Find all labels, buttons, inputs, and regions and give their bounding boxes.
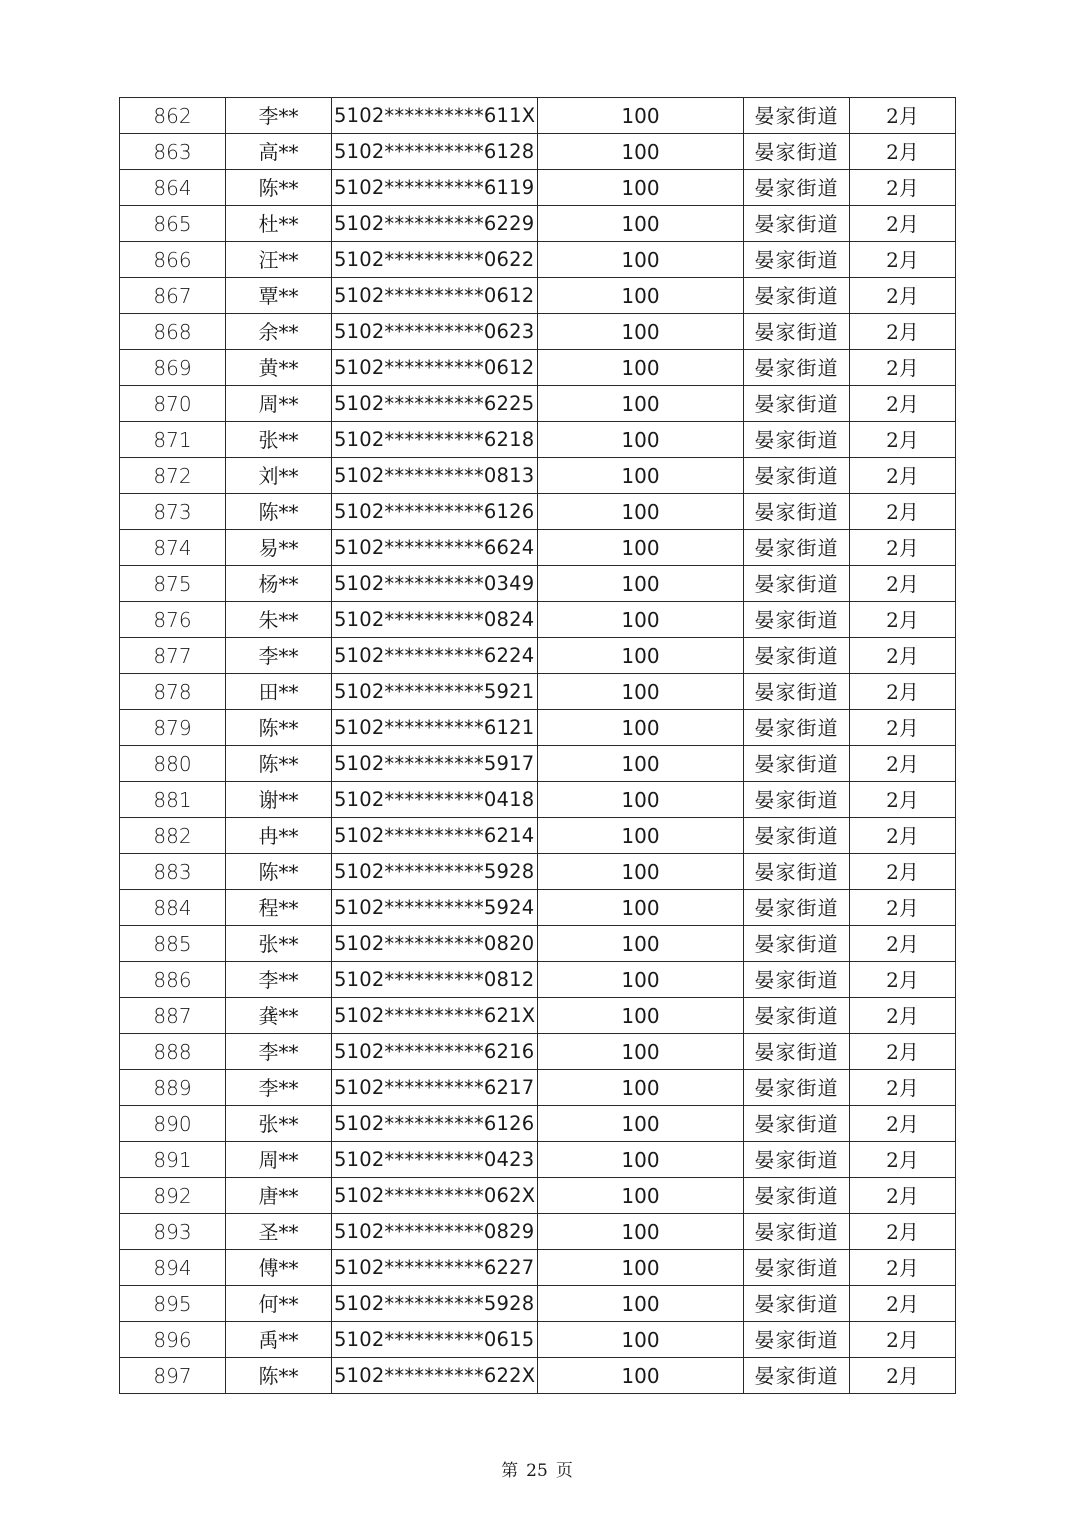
name-cell: 张** (226, 1106, 332, 1142)
amount-cell: 100 (538, 566, 744, 602)
id-number-cell: 5102**********0824 (332, 602, 538, 638)
row-number-cell: 875 (120, 566, 226, 602)
row-number-cell: 890 (120, 1106, 226, 1142)
month-cell: 2月 (850, 242, 956, 278)
id-number-cell: 5102**********6214 (332, 818, 538, 854)
name-cell: 禹** (226, 1322, 332, 1358)
month-cell: 2月 (850, 314, 956, 350)
id-number-cell: 5102**********6121 (332, 710, 538, 746)
amount-cell: 100 (538, 962, 744, 998)
month-cell: 2月 (850, 638, 956, 674)
id-number-cell: 5102**********5921 (332, 674, 538, 710)
table-row (120, 1286, 956, 1322)
table-row (120, 386, 956, 422)
row-number-cell: 866 (120, 242, 226, 278)
id-number-cell: 5102**********0423 (332, 1142, 538, 1178)
amount-cell: 100 (538, 242, 744, 278)
month-cell: 2月 (850, 854, 956, 890)
row-number-cell: 871 (120, 422, 226, 458)
id-number-cell: 5102**********6229 (332, 206, 538, 242)
amount-cell: 100 (538, 458, 744, 494)
amount-cell: 100 (538, 674, 744, 710)
amount-cell: 100 (538, 1142, 744, 1178)
month-cell: 2月 (850, 1250, 956, 1286)
row-number-cell: 876 (120, 602, 226, 638)
month-cell: 2月 (850, 710, 956, 746)
amount-cell: 100 (538, 926, 744, 962)
month-cell: 2月 (850, 926, 956, 962)
month-cell: 2月 (850, 1142, 956, 1178)
street-cell: 晏家街道 (744, 242, 850, 278)
street-cell: 晏家街道 (744, 314, 850, 350)
row-number-cell: 895 (120, 1286, 226, 1322)
name-cell: 杨** (226, 566, 332, 602)
page-number: 25 (526, 1461, 548, 1481)
id-number-cell: 5102**********0812 (332, 962, 538, 998)
id-number-cell: 5102**********622X (332, 1358, 538, 1394)
name-cell: 张** (226, 422, 332, 458)
month-cell: 2月 (850, 1178, 956, 1214)
name-cell: 傅** (226, 1250, 332, 1286)
amount-cell: 100 (538, 278, 744, 314)
name-cell: 田** (226, 674, 332, 710)
row-number-cell: 880 (120, 746, 226, 782)
street-cell: 晏家街道 (744, 1214, 850, 1250)
id-number-cell: 5102**********6119 (332, 170, 538, 206)
month-cell: 2月 (850, 1214, 956, 1250)
street-cell: 晏家街道 (744, 854, 850, 890)
row-number-cell: 894 (120, 1250, 226, 1286)
month-cell: 2月 (850, 134, 956, 170)
name-cell: 陈** (226, 710, 332, 746)
street-cell: 晏家街道 (744, 1358, 850, 1394)
name-cell: 杜** (226, 206, 332, 242)
month-cell: 2月 (850, 422, 956, 458)
table-row (120, 1070, 956, 1106)
name-cell: 覃** (226, 278, 332, 314)
name-cell: 周** (226, 386, 332, 422)
row-number-cell: 863 (120, 134, 226, 170)
name-cell: 唐** (226, 1178, 332, 1214)
street-cell: 晏家街道 (744, 170, 850, 206)
row-number-cell: 878 (120, 674, 226, 710)
street-cell: 晏家街道 (744, 1322, 850, 1358)
amount-cell: 100 (538, 1178, 744, 1214)
row-number-cell: 892 (120, 1178, 226, 1214)
name-cell: 汪** (226, 242, 332, 278)
name-cell: 李** (226, 962, 332, 998)
month-cell: 2月 (850, 350, 956, 386)
street-cell: 晏家街道 (744, 422, 850, 458)
row-number-cell: 897 (120, 1358, 226, 1394)
id-number-cell: 5102**********6126 (332, 1106, 538, 1142)
table-row (120, 674, 956, 710)
row-number-cell: 868 (120, 314, 226, 350)
row-number-cell: 882 (120, 818, 226, 854)
month-cell: 2月 (850, 1286, 956, 1322)
name-cell: 李** (226, 98, 332, 134)
street-cell: 晏家街道 (744, 674, 850, 710)
table-row (120, 314, 956, 350)
table-row (120, 566, 956, 602)
street-cell: 晏家街道 (744, 1106, 850, 1142)
table-row (120, 494, 956, 530)
month-cell: 2月 (850, 998, 956, 1034)
month-cell: 2月 (850, 782, 956, 818)
month-cell: 2月 (850, 566, 956, 602)
id-number-cell: 5102**********062X (332, 1178, 538, 1214)
street-cell: 晏家街道 (744, 98, 850, 134)
name-cell: 冉** (226, 818, 332, 854)
name-cell: 李** (226, 1034, 332, 1070)
street-cell: 晏家街道 (744, 458, 850, 494)
name-cell: 余** (226, 314, 332, 350)
id-number-cell: 5102**********5928 (332, 854, 538, 890)
table-row (120, 818, 956, 854)
street-cell: 晏家街道 (744, 206, 850, 242)
month-cell: 2月 (850, 890, 956, 926)
amount-cell: 100 (538, 710, 744, 746)
roster-table-body (120, 98, 956, 1394)
amount-cell: 100 (538, 530, 744, 566)
table-row (120, 962, 956, 998)
id-number-cell: 5102**********0829 (332, 1214, 538, 1250)
id-number-cell: 5102**********6225 (332, 386, 538, 422)
row-number-cell: 879 (120, 710, 226, 746)
id-number-cell: 5102**********0612 (332, 350, 538, 386)
table-row (120, 1178, 956, 1214)
amount-cell: 100 (538, 1322, 744, 1358)
street-cell: 晏家街道 (744, 1286, 850, 1322)
name-cell: 陈** (226, 854, 332, 890)
table-row (120, 926, 956, 962)
amount-cell: 100 (538, 602, 744, 638)
amount-cell: 100 (538, 1250, 744, 1286)
street-cell: 晏家街道 (744, 1178, 850, 1214)
id-number-cell: 5102**********6217 (332, 1070, 538, 1106)
row-number-cell: 870 (120, 386, 226, 422)
row-number-cell: 864 (120, 170, 226, 206)
name-cell: 黄** (226, 350, 332, 386)
row-number-cell: 885 (120, 926, 226, 962)
month-cell: 2月 (850, 1070, 956, 1106)
id-number-cell: 5102**********621X (332, 998, 538, 1034)
id-number-cell: 5102**********6126 (332, 494, 538, 530)
amount-cell: 100 (538, 134, 744, 170)
amount-cell: 100 (538, 1286, 744, 1322)
amount-cell: 100 (538, 854, 744, 890)
amount-cell: 100 (538, 782, 744, 818)
month-cell: 2月 (850, 494, 956, 530)
row-number-cell: 888 (120, 1034, 226, 1070)
street-cell: 晏家街道 (744, 818, 850, 854)
id-number-cell: 5102**********0612 (332, 278, 538, 314)
name-cell: 周** (226, 1142, 332, 1178)
id-number-cell: 5102**********0623 (332, 314, 538, 350)
name-cell: 程** (226, 890, 332, 926)
table-row (120, 746, 956, 782)
street-cell: 晏家街道 (744, 350, 850, 386)
table-row (120, 710, 956, 746)
row-number-cell: 887 (120, 998, 226, 1034)
table-row (120, 602, 956, 638)
amount-cell: 100 (538, 1214, 744, 1250)
amount-cell: 100 (538, 170, 744, 206)
table-row (120, 170, 956, 206)
street-cell: 晏家街道 (744, 962, 850, 998)
street-cell: 晏家街道 (744, 710, 850, 746)
street-cell: 晏家街道 (744, 926, 850, 962)
id-number-cell: 5102**********6128 (332, 134, 538, 170)
amount-cell: 100 (538, 494, 744, 530)
amount-cell: 100 (538, 638, 744, 674)
street-cell: 晏家街道 (744, 746, 850, 782)
name-cell: 龚** (226, 998, 332, 1034)
name-cell: 刘** (226, 458, 332, 494)
table-row (120, 1106, 956, 1142)
row-number-cell: 865 (120, 206, 226, 242)
amount-cell: 100 (538, 350, 744, 386)
month-cell: 2月 (850, 962, 956, 998)
id-number-cell: 5102**********6224 (332, 638, 538, 674)
table-row (120, 530, 956, 566)
street-cell: 晏家街道 (744, 134, 850, 170)
id-number-cell: 5102**********5928 (332, 1286, 538, 1322)
amount-cell: 100 (538, 818, 744, 854)
table-row (120, 350, 956, 386)
month-cell: 2月 (850, 818, 956, 854)
row-number-cell: 874 (120, 530, 226, 566)
month-cell: 2月 (850, 458, 956, 494)
id-number-cell: 5102**********0349 (332, 566, 538, 602)
name-cell: 陈** (226, 494, 332, 530)
amount-cell: 100 (538, 998, 744, 1034)
month-cell: 2月 (850, 1034, 956, 1070)
amount-cell: 100 (538, 1358, 744, 1394)
table-row (120, 242, 956, 278)
table-row (120, 1142, 956, 1178)
row-number-cell: 896 (120, 1322, 226, 1358)
id-number-cell: 5102**********5917 (332, 746, 538, 782)
street-cell: 晏家街道 (744, 386, 850, 422)
row-number-cell: 881 (120, 782, 226, 818)
name-cell: 谢** (226, 782, 332, 818)
name-cell: 李** (226, 1070, 332, 1106)
page-footer (0, 1456, 1074, 1481)
id-number-cell: 5102**********0820 (332, 926, 538, 962)
month-cell: 2月 (850, 674, 956, 710)
id-number-cell: 5102**********0622 (332, 242, 538, 278)
table-row (120, 1358, 956, 1394)
row-number-cell: 873 (120, 494, 226, 530)
month-cell: 2月 (850, 1322, 956, 1358)
table-row (120, 854, 956, 890)
table-row (120, 782, 956, 818)
name-cell: 陈** (226, 746, 332, 782)
page-number-suffix: 页 (555, 1461, 573, 1481)
street-cell: 晏家街道 (744, 530, 850, 566)
id-number-cell: 5102**********5924 (332, 890, 538, 926)
table-row (120, 1214, 956, 1250)
id-number-cell: 5102**********6218 (332, 422, 538, 458)
row-number-cell: 889 (120, 1070, 226, 1106)
month-cell: 2月 (850, 170, 956, 206)
table-row (120, 278, 956, 314)
amount-cell: 100 (538, 206, 744, 242)
name-cell: 朱** (226, 602, 332, 638)
amount-cell: 100 (538, 314, 744, 350)
id-number-cell: 5102**********0418 (332, 782, 538, 818)
amount-cell: 100 (538, 1106, 744, 1142)
amount-cell: 100 (538, 386, 744, 422)
table-row (120, 422, 956, 458)
name-cell: 陈** (226, 170, 332, 206)
table-row (120, 206, 956, 242)
street-cell: 晏家街道 (744, 494, 850, 530)
amount-cell: 100 (538, 98, 744, 134)
id-number-cell: 5102**********6216 (332, 1034, 538, 1070)
amount-cell: 100 (538, 746, 744, 782)
month-cell: 2月 (850, 530, 956, 566)
roster-table (119, 97, 956, 1394)
name-cell: 何** (226, 1286, 332, 1322)
street-cell: 晏家街道 (744, 278, 850, 314)
street-cell: 晏家街道 (744, 566, 850, 602)
name-cell: 易** (226, 530, 332, 566)
table-row (120, 1034, 956, 1070)
month-cell: 2月 (850, 98, 956, 134)
row-number-cell: 891 (120, 1142, 226, 1178)
month-cell: 2月 (850, 278, 956, 314)
street-cell: 晏家街道 (744, 1070, 850, 1106)
street-cell: 晏家街道 (744, 1034, 850, 1070)
street-cell: 晏家街道 (744, 1142, 850, 1178)
row-number-cell: 872 (120, 458, 226, 494)
id-number-cell: 5102**********6227 (332, 1250, 538, 1286)
month-cell: 2月 (850, 1358, 956, 1394)
table-row (120, 638, 956, 674)
row-number-cell: 884 (120, 890, 226, 926)
table-row (120, 1322, 956, 1358)
row-number-cell: 883 (120, 854, 226, 890)
table-row (120, 134, 956, 170)
street-cell: 晏家街道 (744, 782, 850, 818)
street-cell: 晏家街道 (744, 890, 850, 926)
name-cell: 陈** (226, 1358, 332, 1394)
name-cell: 圣** (226, 1214, 332, 1250)
table-row (120, 890, 956, 926)
table-row (120, 1250, 956, 1286)
table-row (120, 98, 956, 134)
street-cell: 晏家街道 (744, 602, 850, 638)
amount-cell: 100 (538, 890, 744, 926)
table-row (120, 458, 956, 494)
month-cell: 2月 (850, 602, 956, 638)
id-number-cell: 5102**********6624 (332, 530, 538, 566)
amount-cell: 100 (538, 1070, 744, 1106)
month-cell: 2月 (850, 206, 956, 242)
row-number-cell: 869 (120, 350, 226, 386)
id-number-cell: 5102**********611X (332, 98, 538, 134)
name-cell: 李** (226, 638, 332, 674)
amount-cell: 100 (538, 1034, 744, 1070)
amount-cell: 100 (538, 422, 744, 458)
row-number-cell: 867 (120, 278, 226, 314)
row-number-cell: 877 (120, 638, 226, 674)
row-number-cell: 886 (120, 962, 226, 998)
name-cell: 张** (226, 926, 332, 962)
row-number-cell: 862 (120, 98, 226, 134)
month-cell: 2月 (850, 746, 956, 782)
table-row (120, 998, 956, 1034)
month-cell: 2月 (850, 386, 956, 422)
id-number-cell: 5102**********0813 (332, 458, 538, 494)
id-number-cell: 5102**********0615 (332, 1322, 538, 1358)
street-cell: 晏家街道 (744, 998, 850, 1034)
street-cell: 晏家街道 (744, 638, 850, 674)
page-number-prefix: 第 (501, 1461, 519, 1481)
name-cell: 高** (226, 134, 332, 170)
row-number-cell: 893 (120, 1214, 226, 1250)
street-cell: 晏家街道 (744, 1250, 850, 1286)
month-cell: 2月 (850, 1106, 956, 1142)
